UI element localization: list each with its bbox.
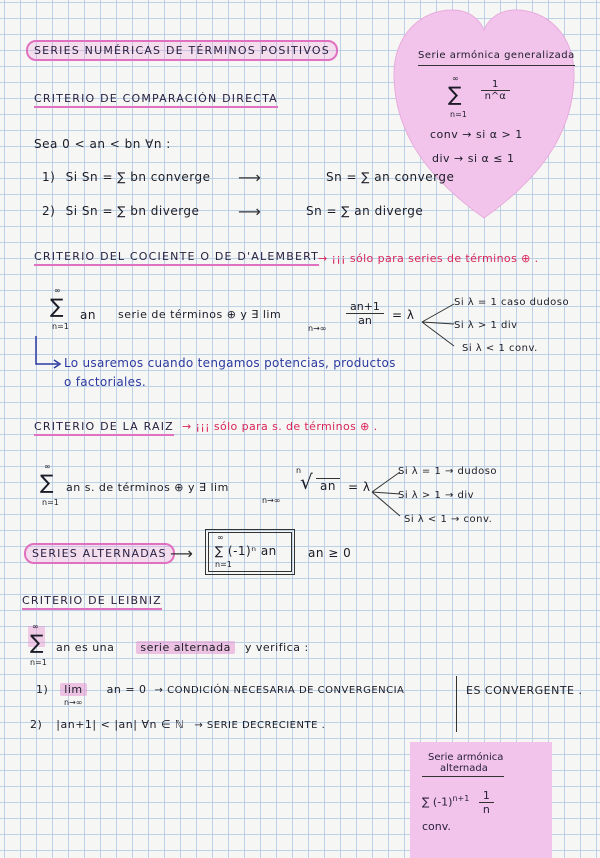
condition-expression: |an+1| < |an| ∀n ∈ ℕ — [56, 718, 185, 731]
criterion-comparison-title: CRITERIO DE COMPARACIÓN DIRECTA — [34, 92, 278, 108]
note-expression — [422, 789, 540, 816]
sum-top: ∞ — [217, 533, 224, 542]
alternating-condition: an ≥ 0 — [308, 546, 352, 560]
note-result: conv. — [422, 820, 451, 833]
ratio-fraction — [346, 300, 384, 327]
root-body: an — [316, 478, 340, 493]
leibniz-text-b: serie alternada — [136, 641, 234, 654]
use-note-line-2: o factoriales. — [64, 375, 146, 389]
heart-fraction — [481, 79, 510, 102]
sigma-symbol: ∑ — [448, 82, 462, 106]
sum-top: ∞ — [32, 622, 39, 631]
ratio-frac-num: an+1 — [346, 300, 384, 314]
implication-arrow: ⟶ — [170, 544, 193, 563]
leibniz-statement — [56, 641, 309, 654]
comparison-item-2-result: Sn = ∑ an diverge — [306, 204, 424, 218]
note-title-2: alternada — [422, 763, 504, 777]
ratio-case-3: Si λ < 1 conv. — [462, 343, 538, 354]
item-number: 1) — [42, 170, 56, 184]
ratio-frac-den: an — [358, 314, 372, 327]
heart-note-conv: conv → si α > 1 — [430, 128, 523, 141]
root-index: n — [296, 466, 302, 475]
root-case-2: Si λ > 1 → div — [398, 490, 475, 501]
ratio-description: serie de términos ⊕ y ∃ lim — [118, 308, 282, 321]
root-case-1: Si λ = 1 → dudoso — [398, 466, 498, 477]
comparison-item-1 — [42, 170, 211, 184]
implication-arrow: ⟶ — [238, 168, 261, 187]
harmonic-alternating-note — [410, 742, 552, 858]
note-frac-den: n — [482, 803, 490, 816]
ratio-equals: = λ — [392, 308, 415, 322]
root-sum — [40, 462, 59, 507]
alternating-expression: ∑ (-1)ⁿ an — [215, 544, 277, 558]
heart-note-shape — [392, 6, 576, 220]
leibniz-sum — [28, 622, 47, 667]
root-equals: = λ — [348, 480, 371, 494]
section-title-positive-series — [26, 40, 338, 61]
sigma-symbol: ∑ — [40, 470, 54, 494]
section-title-alternating — [24, 543, 175, 564]
leibniz-condition-2 — [30, 718, 325, 731]
criterion-leibniz-title: CRITERIO DE LEIBNIZ — [22, 594, 162, 610]
heart-note-title: Serie armónica generalizada — [418, 50, 575, 66]
root-description: an s. de términos ⊕ y ∃ lim — [66, 481, 229, 494]
leibniz-condition-1 — [36, 683, 404, 696]
note-frac-num: 1 — [479, 789, 494, 803]
lim-expression: an = 0 — [106, 683, 147, 696]
sum-bottom: n=1 — [52, 322, 69, 331]
ratio-sum — [50, 286, 69, 331]
sum-bottom: n=1 — [215, 560, 232, 569]
criterion-ratio-title: CRITERIO DEL COCIENTE O DE D'ALEMBERT — [34, 250, 319, 266]
sum-top: ∞ — [44, 462, 51, 471]
sigma-symbol: ∑ — [50, 294, 64, 318]
implication-arrow: ⟶ — [238, 202, 261, 221]
item-premise: Si Sn = ∑ bn converge — [65, 170, 211, 184]
criterion-root-title: CRITERIO DE LA RAIZ — [34, 420, 174, 436]
item-number: 2) — [30, 718, 43, 731]
root-sign: √ — [300, 470, 313, 494]
condition-result: → SERIE DECRECIENTE . — [194, 720, 326, 731]
comparison-item-2 — [42, 204, 199, 218]
sigma-symbol: ∑ — [30, 630, 44, 654]
case-split-lines — [420, 298, 456, 352]
note-expr-base: ∑ (-1) — [422, 795, 453, 809]
leibniz-conclusion: ES CONVERGENTE . — [466, 684, 583, 697]
ratio-case-1: Si λ = 1 caso dudoso — [454, 297, 570, 308]
heart-frac-num: 1 — [481, 79, 510, 91]
root-case-3: Si λ < 1 → conv. — [404, 514, 493, 525]
item-number: 1) — [36, 683, 49, 696]
alternating-series-box — [208, 532, 292, 572]
root-lim-sub: n→∞ — [262, 496, 281, 505]
heart-frac-den: n^α — [484, 91, 506, 102]
ratio-an: an — [80, 308, 96, 322]
comparison-item-1-result: Sn = ∑ an converge — [326, 170, 455, 184]
use-note-arrow — [32, 334, 62, 370]
ratio-case-2: Si λ > 1 div — [454, 320, 518, 331]
item-premise: Si Sn = ∑ bn diverge — [65, 204, 200, 218]
sum-bottom: n=1 — [450, 110, 467, 119]
leibniz-text-a: an es una — [56, 641, 115, 654]
use-note-line-1: Lo usaremos cuando tengamos potencias, productos — [64, 356, 396, 370]
ratio-lim-sub: n→∞ — [308, 324, 327, 333]
note-expr-exp: n+1 — [452, 793, 470, 803]
sum-bottom: n=1 — [42, 498, 59, 507]
heart-note-sum — [448, 74, 510, 119]
heart-note-div: div → si α ≤ 1 — [432, 152, 515, 165]
lim-label: lim — [60, 683, 86, 696]
comparison-premise: Sea 0 < an < bn ∀n : — [34, 137, 171, 151]
sum-top: ∞ — [452, 74, 459, 83]
section-title-text: SERIES ALTERNADAS — [32, 547, 167, 560]
lim-sub: n→∞ — [64, 698, 83, 707]
sum-bottom: n=1 — [30, 658, 47, 667]
condition-result: → CONDICIÓN NECESARIA DE CONVERGENCIA — [154, 685, 405, 696]
ratio-note: → ¡¡¡ sólo para series de términos ⊕ . — [318, 252, 539, 265]
conclusion-bar — [456, 676, 457, 732]
section-title-text: SERIES NUMÉRICAS DE TÉRMINOS POSITIVOS — [34, 44, 330, 57]
note-title-1: Serie armónica — [428, 752, 504, 763]
leibniz-text-c: y verifica : — [244, 641, 309, 654]
root-note: → ¡¡¡ sólo para s. de términos ⊕ . — [182, 420, 378, 433]
sum-top: ∞ — [54, 286, 61, 295]
item-number: 2) — [42, 204, 56, 218]
